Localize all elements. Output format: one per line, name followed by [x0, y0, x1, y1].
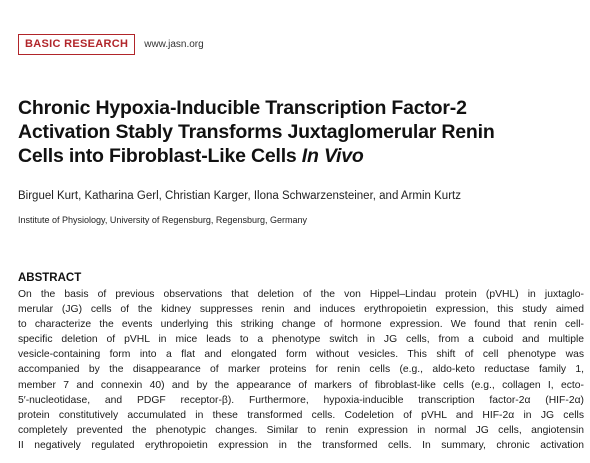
abstract-line: On the basis of previous observations that deletion of the von Hippel–Lindau protein (pVHL) in juxtaglo-: [18, 289, 584, 300]
abstract-line: vesicle-containing form into a flat and elongated form without vesicles. This shift of cell phenotype was: [18, 349, 584, 361]
article-title: [18, 96, 580, 168]
section-badge: BASIC RESEARCH: [18, 34, 135, 55]
title-line: Activation Stably Transforms Juxtaglomerular Renin: [18, 121, 495, 143]
abstract-line: accompanied by the disappearance of marker proteins for renin cells (e.g., aldo-keto reductase family 1,: [18, 364, 584, 376]
abstract-line: merular (JG) cells of the kidney suppresses renin and induces erythropoietin expression, this study aimed: [18, 304, 584, 316]
title-line: [18, 144, 580, 168]
title-line: Chronic Hypoxia-Inducible Transcription Factor-2: [18, 97, 467, 119]
abstract-body: [18, 287, 584, 453]
affiliation: Institute of Physiology, University of Regensburg, Regensburg, Germany: [18, 215, 307, 225]
abstract-line: to characterize the events underlying this striking change of hormone expression. We found that renin cell-: [18, 319, 584, 331]
article-header: [18, 34, 204, 55]
abstract-line: member 7 and connexin 40) and by the appearance of markers of fibroblast-like cells (e.g., collagen I, ecto-: [18, 379, 584, 391]
abstract-line: II negatively regulated erythropoietin expression in the transformed cells. In summary, chronic activation: [18, 439, 584, 451]
author-list: Birguel Kurt, Katharina Gerl, Christian Karger, Ilona Schwarzensteiner, and Armin Kurtz: [18, 190, 461, 202]
abstract-heading: ABSTRACT: [18, 272, 82, 284]
journal-website[interactable]: www.jasn.org: [144, 39, 204, 50]
abstract-line: protein constitutively accumulated in these transformed cells. Codeletion of pVHL and HIF-2α in JG cells: [18, 409, 584, 421]
abstract-line: 5′-nucleotidase, and PDGF receptor-β). Furthermore, hypoxia-inducible transcription factor-2α (HIF-2α): [18, 394, 584, 406]
title-italic-text: In Vivo: [301, 145, 364, 167]
abstract-line: specific deletion of pVHL in mice leads to a phenotype switch in JG cells, from a cuboid and multiple: [18, 334, 584, 346]
title-line-text: Cells into Fibroblast-Like Cells: [18, 145, 302, 167]
abstract-line: completely prevented the phenotypic changes. Similar to renin expression in normal JG cells, angiotensin: [18, 424, 584, 436]
